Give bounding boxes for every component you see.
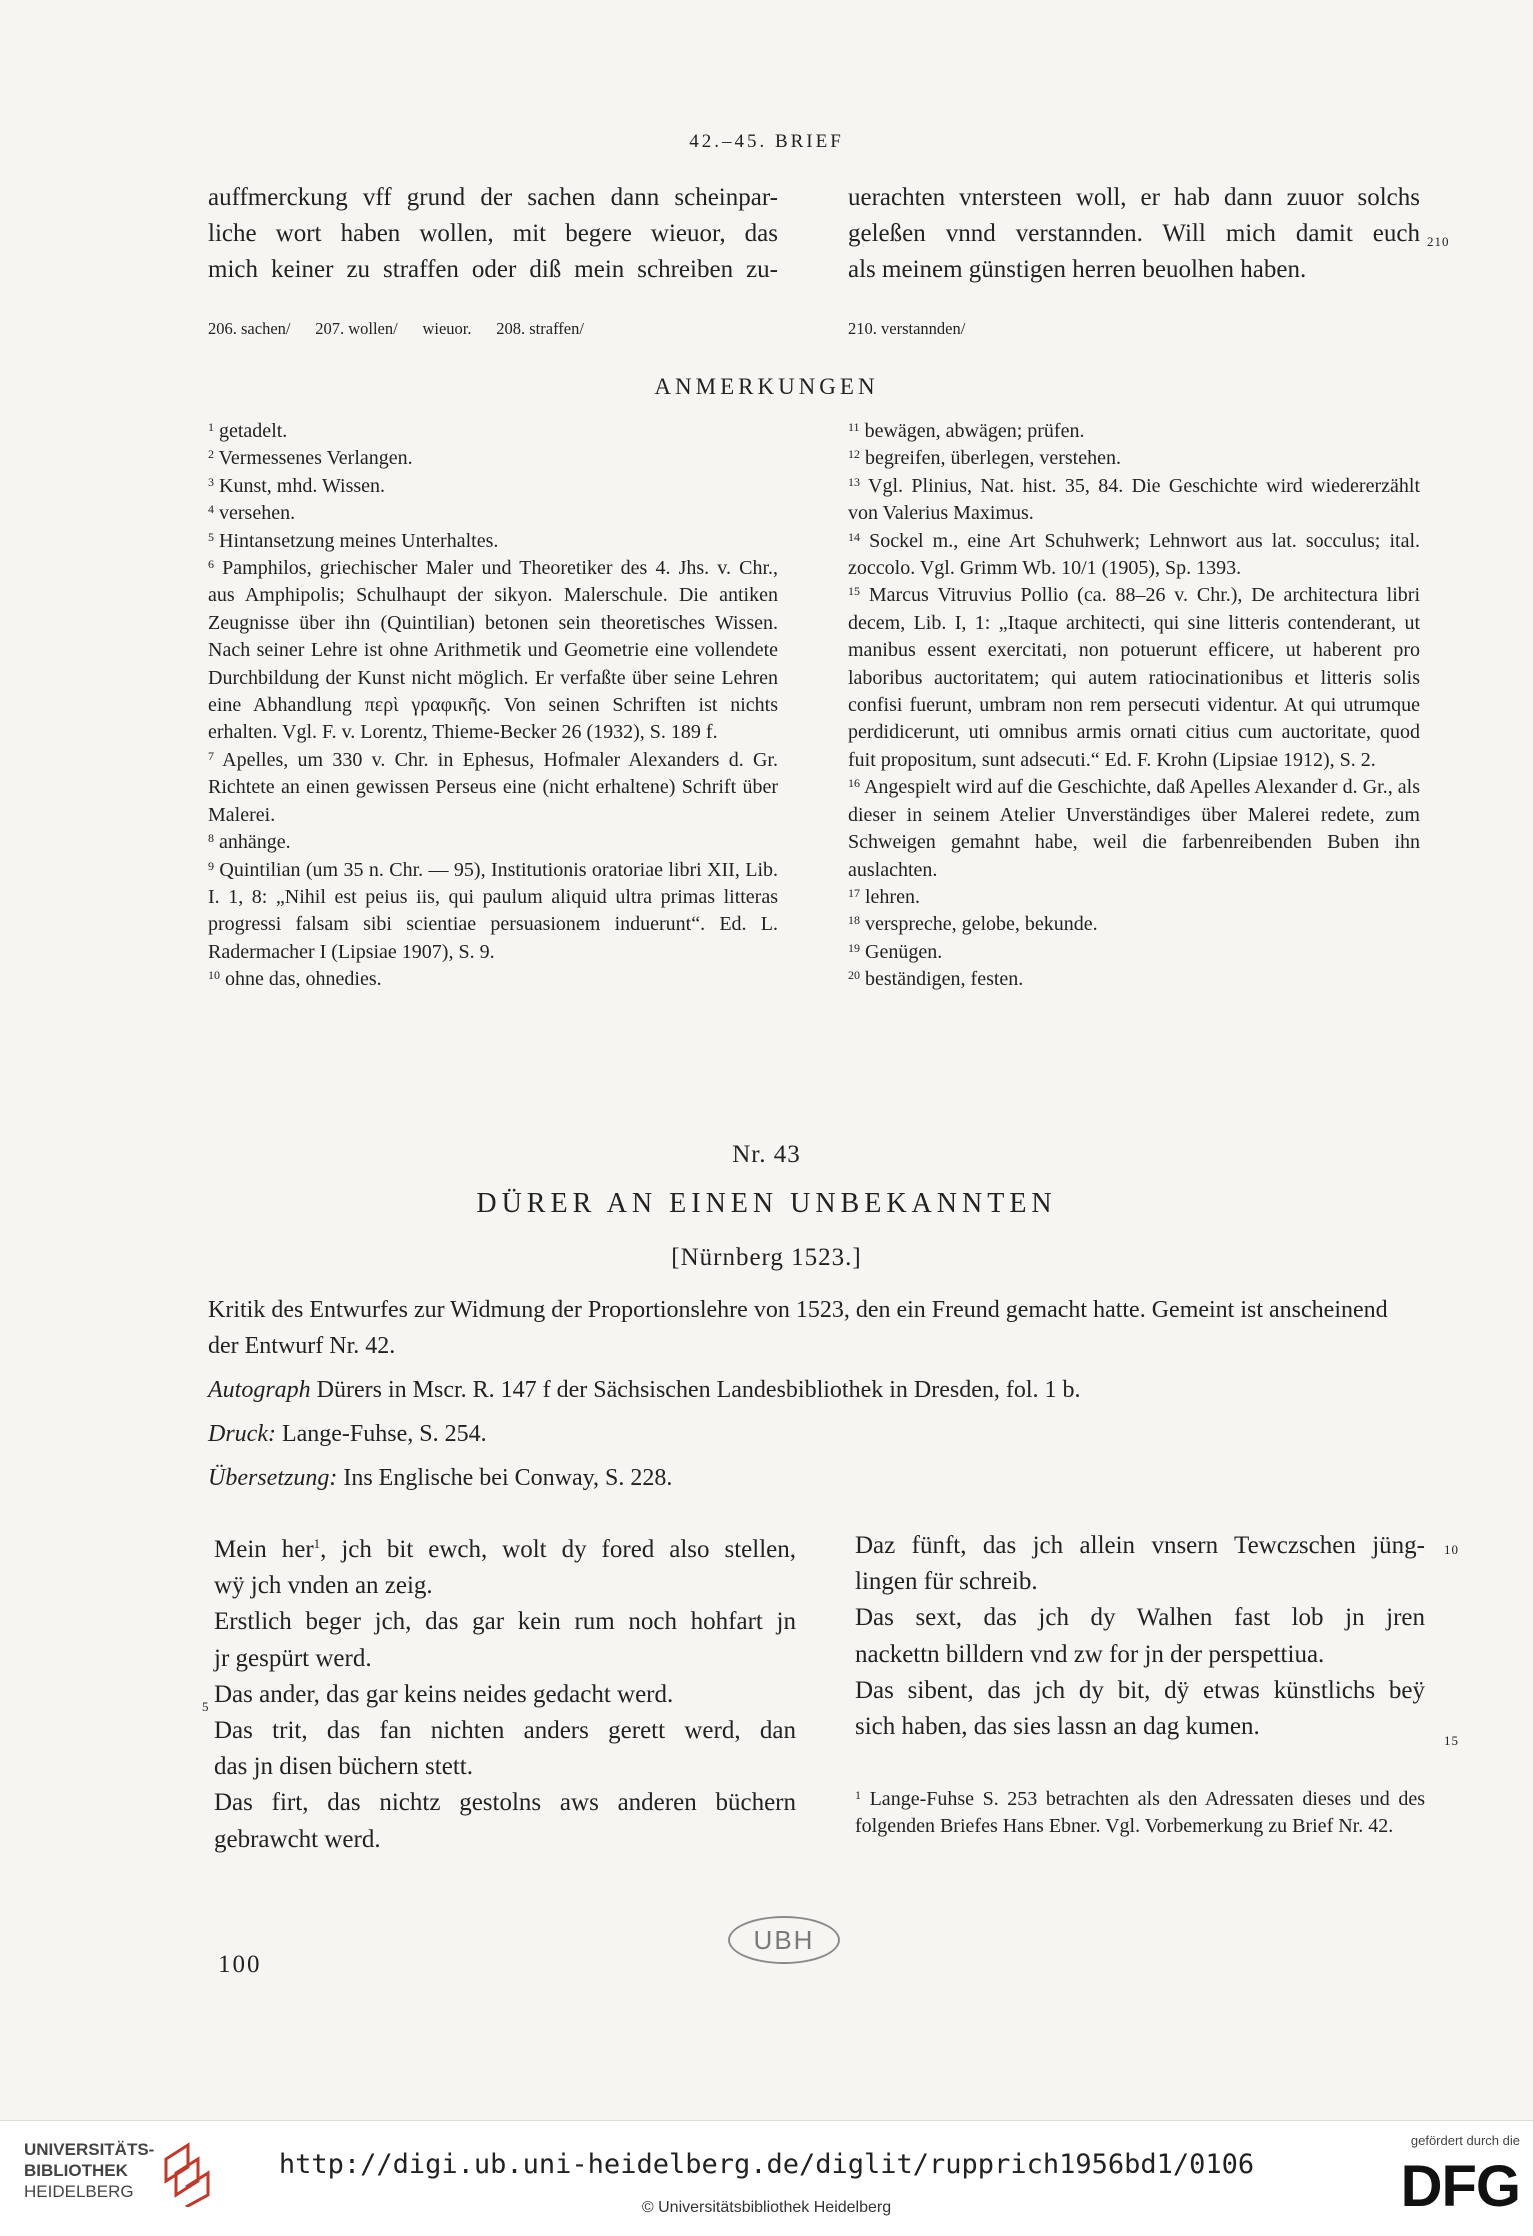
letter-description: Kritik des Entwurfes zur Widmung der Proportionslehre von 1523, den ein Freund gemacht hatte. Gemeint ist anscheinend der Entwurf Nr. 42.: [208, 1297, 1388, 1359]
druck-text: Lange-Fuhse, S. 254.: [281, 1421, 487, 1447]
note-12: [848, 445, 1420, 472]
note-text: Kunst, mhd. Wissen.: [219, 474, 386, 497]
note-text: ohne das, ohnedies.: [225, 968, 382, 991]
letter-line: [214, 1677, 796, 1713]
line-number-10: 10: [1444, 1542, 1459, 1557]
text-line: als meinem günstigen herren beuolhen haben.: [848, 256, 1307, 283]
letter-line: Das sext, das jch dy Walhen fast lob jn jren: [855, 1604, 1425, 1632]
note-text: beständigen, festen.: [865, 968, 1024, 991]
digitization-footer: [0, 2120, 1533, 2236]
letter-footnote: [855, 1786, 1425, 1840]
note-marker: 18: [848, 913, 860, 928]
note-1: [208, 418, 778, 445]
note-marker: 1: [208, 420, 214, 434]
note-text: anhänge.: [219, 831, 291, 854]
note-marker: 8: [208, 831, 214, 846]
letter-line-text: Mein her: [214, 1536, 314, 1563]
letter-line: nackettn billdern vnd zw for jn der perspettiua.: [855, 1640, 1325, 1668]
note-3: [208, 473, 778, 500]
continuation-right-column: [848, 180, 1420, 288]
letter-introduction: [208, 1292, 1423, 1504]
library-name-line2: BIBLIOTHEK: [24, 2161, 128, 2180]
note-text: Hintansetzung meines Unterhaltes.: [219, 529, 499, 552]
note-text: Pamphilos, griechischer Maler und Theoretiker des 4. Jhs. v. Chr., aus Amphipolis; Schulhaupt der sikyon. Malerschule. Die antiken Zeugnisse über ihn (Quintilian) betonen sein theoretisches Wissen. Nach seiner Lehre ist ohne Arithmetik und Geometrie eine vollendete Durchbildung der Kunst nicht möglich. Er verfaßte über seine Lehren eine Abhandlung περὶ γραφικῆς. Von seinen Schriften ist nichts erhalten. Vgl. F. v. Lorentz, Thieme-Becker 26 (1932), S. 189 f.: [208, 557, 778, 744]
letter-title: DÜRER AN EINEN UNBEKANNTEN: [476, 1188, 1057, 1219]
note-9: [208, 857, 778, 967]
notes-left-column: [208, 418, 778, 994]
letter-place-date: [Nürnberg 1523.]: [671, 1244, 862, 1271]
note-16: [848, 774, 1420, 884]
note-marker: 14: [848, 529, 860, 544]
note-marker: 15: [848, 584, 860, 599]
note-text: Vgl. Plinius, Nat. hist. 35, 84. Die Geschichte wird wiedererzählt von Valerius Maximus.: [848, 474, 1421, 525]
footnote-reference: 1: [313, 1536, 321, 1551]
note-2: [208, 445, 778, 472]
druck-label: Druck:: [208, 1421, 276, 1447]
note-7: [208, 747, 778, 829]
note-5: [208, 528, 778, 555]
note-15: [848, 582, 1420, 774]
letter-line: [214, 1749, 796, 1785]
note-marker: 3: [208, 474, 214, 489]
letter-line-text: jr gespürt werd.: [214, 1644, 372, 1672]
letter-line: lingen für schreib.: [855, 1568, 1038, 1596]
note-17: [848, 884, 1420, 911]
note-14: [848, 528, 1420, 583]
note-text: lehren.: [865, 885, 920, 908]
note-text: bewägen, abwägen; prüfen.: [864, 420, 1085, 442]
note-text: Angespielt wird auf die Geschichte, daß Apelles Alexander d. Gr., als dieser in seinem Atelier Unverständiges über Malerei redete, zum Schweigen gemahnt habe, weil die farbenreibenden Buben ihn auslachten.: [848, 776, 1420, 881]
letter-line: [214, 1713, 796, 1749]
note-marker: 20: [848, 968, 860, 983]
note-text: Sockel m., eine Art Schuhwerk; Lehnwort aus lat. socculus; ital. zoccolo. Vgl. Grimm Wb. 10/1 (1905), Sp. 1393.: [848, 529, 1421, 580]
druck-note: [208, 1416, 1423, 1452]
uebersetzung-text: Ins Englische bei Conway, S. 228.: [343, 1465, 673, 1491]
note-10: [208, 966, 778, 993]
autograph-text: Dürers in Mscr. R. 147 f der Sächsischen Landesbibliothek in Dresden, fol. 1 b.: [316, 1377, 1081, 1403]
note-marker: 6: [208, 557, 214, 572]
autograph-note: [208, 1372, 1423, 1408]
letter-line-text: gebrawcht werd.: [214, 1825, 381, 1853]
note-text: begreifen, überlegen, verstehen.: [865, 447, 1121, 470]
library-stamp: UBH: [728, 1916, 840, 1964]
letter-line: [214, 1785, 796, 1821]
note-text: Genügen.: [865, 940, 943, 963]
library-name-line1: UNIVERSITÄTS-: [24, 2140, 155, 2159]
note-18: [848, 911, 1420, 938]
text-line: uerachten vntersteen woll, er hab dann zuuor solchs: [848, 184, 1420, 211]
letter-line: [214, 1568, 796, 1604]
variant-readings-right: 210. verstannden/: [848, 319, 966, 338]
letter-line-text: das jn disen büchern stett.: [214, 1753, 473, 1781]
note-marker: 17: [848, 885, 860, 900]
continuation-left-column: [208, 180, 778, 288]
letter-line-text: Das trit, das fan nichten anders gerett werd, dan: [214, 1717, 796, 1745]
letter-line: sich haben, das sies lassn an dag kumen.: [855, 1713, 1260, 1741]
letter-text-left: [214, 1532, 796, 1858]
letter-line-text: Das ander, das gar keins neides gedacht werd.: [214, 1680, 674, 1708]
note-11: [848, 418, 1420, 445]
note-19: [848, 939, 1420, 966]
note-marker: 9: [208, 858, 214, 873]
text-line: auffmerckung vff grund der sachen dann scheinpar-: [208, 184, 778, 211]
letter-line: Das sibent, das jch dy bit, dÿ etwas künstlichs beÿ: [855, 1676, 1425, 1704]
letter-line: Daz fünft, das jch allein vnsern Tewczschen jüng-: [855, 1532, 1425, 1559]
letter-line-text: wÿ jch vnden an zeig.: [214, 1572, 433, 1600]
notes-right-column: [848, 418, 1420, 994]
note-13: [848, 473, 1420, 528]
page-number: 100: [218, 1951, 262, 1978]
notes-heading: ANMERKUNGEN: [654, 374, 879, 399]
letter-line: [214, 1822, 796, 1858]
uebersetzung-note: [208, 1460, 1423, 1496]
footnote-text: Lange-Fuhse S. 253 betrachten als den Adressaten dieses und des folgenden Briefes Hans Ebner. Vgl. Vorbemerkung zu Brief Nr. 42.: [855, 1788, 1426, 1837]
note-text: Quintilian (um 35 n. Chr. — 95), Institutionis oratoriae libri XII, Lib. I. 1, 8: „Nihil est peius iis, qui paulum aliquid ultra primas litteras progressi falsam sibi scientiae persuasionem induerunt“. Ed. L. Radermacher I (Lipsiae 1907), S. 9.: [208, 858, 779, 963]
letter-line: [214, 1641, 796, 1677]
permalink-url[interactable]: http://digi.ub.uni-heidelberg.de/diglit/rupprich1956bd1/0106: [278, 2149, 1255, 2180]
letter-line-text: Das firt, das nichtz gestolns aws anderen büchern: [214, 1789, 796, 1817]
note-marker: 4: [208, 502, 214, 517]
line-number-210: 210: [1427, 234, 1450, 249]
letter-line: [214, 1532, 796, 1568]
copyright-notice: © Universitätsbibliothek Heidelberg: [641, 2199, 892, 2216]
note-text: getadelt.: [219, 420, 288, 442]
line-number-5: 5: [202, 1699, 210, 1714]
note-text: Apelles, um 330 v. Chr. in Ephesus, Hofmaler Alexanders d. Gr. Richtete an einen gewissen Perseus eine (nicht erhaltene) Schrift über Malerei.: [208, 748, 778, 826]
letter-text-right: [855, 1528, 1425, 1745]
note-text: Marcus Vitruvius Pollio (ca. 88–26 v. Chr.), De architectura libri decem, Lib. I, 1: „Itaque architecti, qui sine litteris contenderant, ut manibus essent exercitati, non potuerunt efficere, ut haberent pro laboribus auctoritatem; qui autem ratiocinationibus et litteris solis confisi fuerunt, umbram non rem persecuti videntur. At qui utrumque perdidicerunt, uti omnibus armis ornati citius cum auctoritate, quod fuit propositum, sunt adsecuti.“ Ed. F. Krohn (Lipsiae 1912), S. 2.: [848, 584, 1421, 771]
note-text: Vermessenes Verlangen.: [218, 447, 413, 470]
note-marker: 12: [848, 447, 860, 462]
text-line: liche wort haben wollen, mit begere wieuor, das: [208, 220, 778, 247]
library-name-line3: HEIDELBERG: [24, 2182, 134, 2201]
note-20: [848, 966, 1420, 993]
letter-line-text: Erstlich beger jch, das gar kein rum noch hohfart jn: [214, 1608, 796, 1636]
note-marker: 11: [848, 420, 860, 434]
letter-number: Nr. 43: [732, 1141, 801, 1168]
note-8: [208, 829, 778, 856]
note-text: verspreche, gelobe, bekunde.: [865, 913, 1098, 936]
note-4: [208, 500, 778, 527]
note-marker: 10: [208, 968, 220, 983]
uebersetzung-label: Übersetzung:: [208, 1465, 338, 1491]
note-marker: 16: [848, 776, 860, 791]
running-head: 42.–45. BRIEF: [689, 131, 844, 152]
letter-line: [214, 1604, 796, 1640]
note-marker: 13: [848, 474, 860, 489]
note-marker: 19: [848, 940, 860, 955]
note-marker: 7: [208, 748, 214, 763]
note-marker: 2: [208, 447, 214, 462]
note-text: versehen.: [219, 502, 296, 525]
note-6: [208, 555, 778, 747]
variant-readings-left: 206. sachen/ 207. wollen/ wieuor. 208. straffen/: [208, 319, 584, 338]
funding-caption: gefördert durch die: [1410, 2133, 1520, 2148]
dfg-logo: DFG: [1400, 2154, 1520, 2219]
line-number-15: 15: [1444, 1733, 1459, 1748]
note-marker: 5: [208, 529, 214, 544]
text-line: mich keiner zu straffen oder diß mein schreiben zu-: [208, 256, 778, 283]
letter-line-text: , jch bit ewch, wolt dy fored also stellen,: [320, 1536, 796, 1563]
footnote-marker: 1: [855, 1788, 861, 1802]
text-line: geleßen vnnd verstannden. Will mich damit euch: [848, 220, 1420, 247]
autograph-label: Autograph: [208, 1377, 311, 1403]
